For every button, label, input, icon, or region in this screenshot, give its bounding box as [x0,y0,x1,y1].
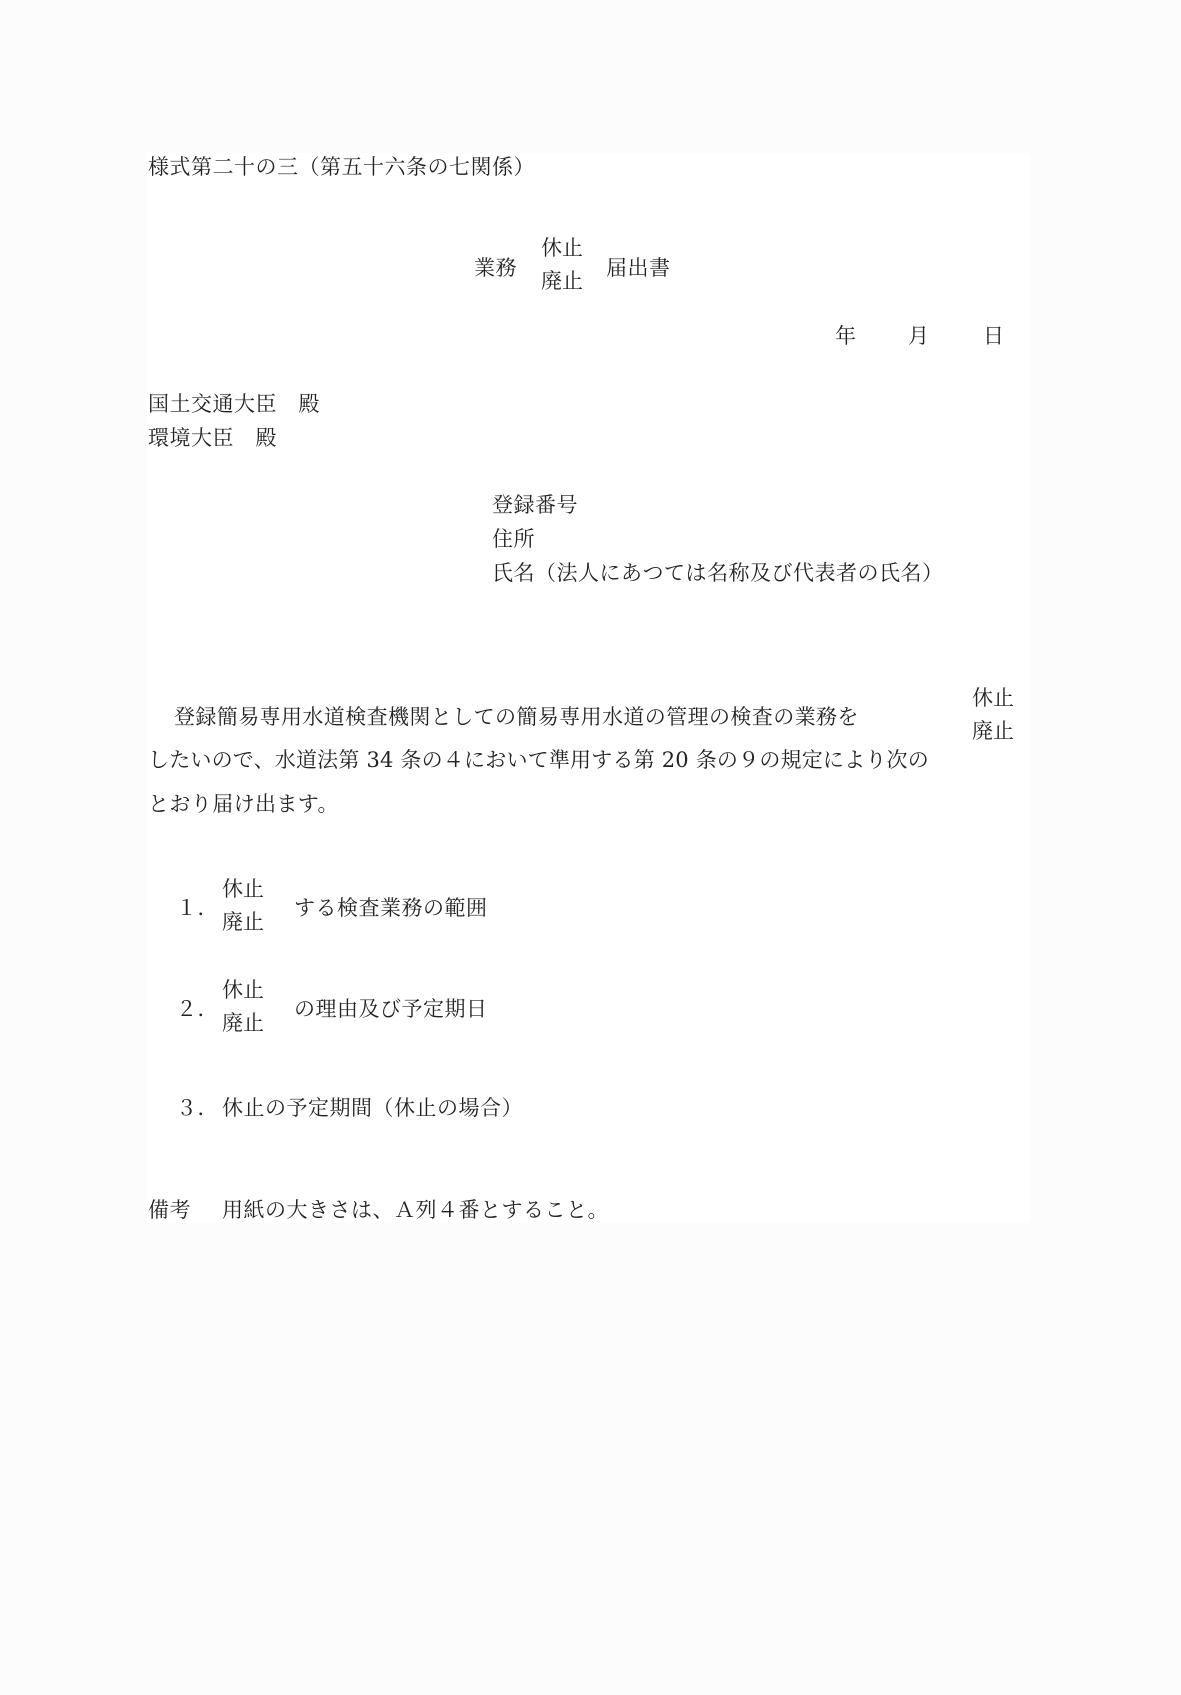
date-day-label: 日 [983,324,1005,348]
form-header: 様式第二十の三（第五十六条の七関係） [148,155,535,179]
title-prefix: 業務 [474,256,517,280]
item-2-options [222,974,264,1040]
body-line-3: とおり届け出ます。 [148,792,339,816]
item-2-option-abolish: 廃止 [222,1011,264,1035]
title-options [541,232,583,298]
date-month-label: 月 [908,324,930,348]
item-1-number: １． [176,896,219,920]
item-1-options [222,873,264,939]
body-line-1: 登録簡易専用水道検査機関としての簡易専用水道の管理の検査の業務を [174,705,859,729]
body-line-2: したいので、水道法第 34 条の４において準用する第 20 条の９の規定により次の [148,748,929,772]
item-3-text: 休止の予定期間（休止の場合） [222,1096,523,1120]
name-label: 氏名（法人にあつては名称及び代表者の氏名） [492,561,944,585]
body-options [972,682,1014,748]
item-1-option-suspend: 休止 [222,877,264,901]
addressee-moe: 環境大臣 殿 [148,426,277,450]
registration-number-label: 登録番号 [492,493,578,517]
body-option-suspend: 休止 [972,686,1014,710]
item-2-text: の理由及び予定期日 [294,997,488,1021]
item-2-option-suspend: 休止 [222,978,264,1002]
remarks-label: 備考 [148,1198,191,1222]
item-1-text: する検査業務の範囲 [294,896,488,920]
item-1-option-abolish: 廃止 [222,910,264,934]
title-option-suspend: 休止 [541,236,583,260]
address-label: 住所 [492,527,535,551]
remarks-text: 用紙の大きさは、Ａ列４番とすること。 [222,1198,609,1222]
date-year-label: 年 [835,324,857,348]
body-option-abolish: 廃止 [972,719,1014,743]
addressee-mlit: 国土交通大臣 殿 [148,392,320,416]
item-3-number: ３． [176,1096,219,1120]
title-suffix: 届出書 [606,256,671,280]
item-2-number: ２． [176,997,219,1021]
document-page [147,153,1030,1223]
title-option-abolish: 廃止 [541,269,583,293]
